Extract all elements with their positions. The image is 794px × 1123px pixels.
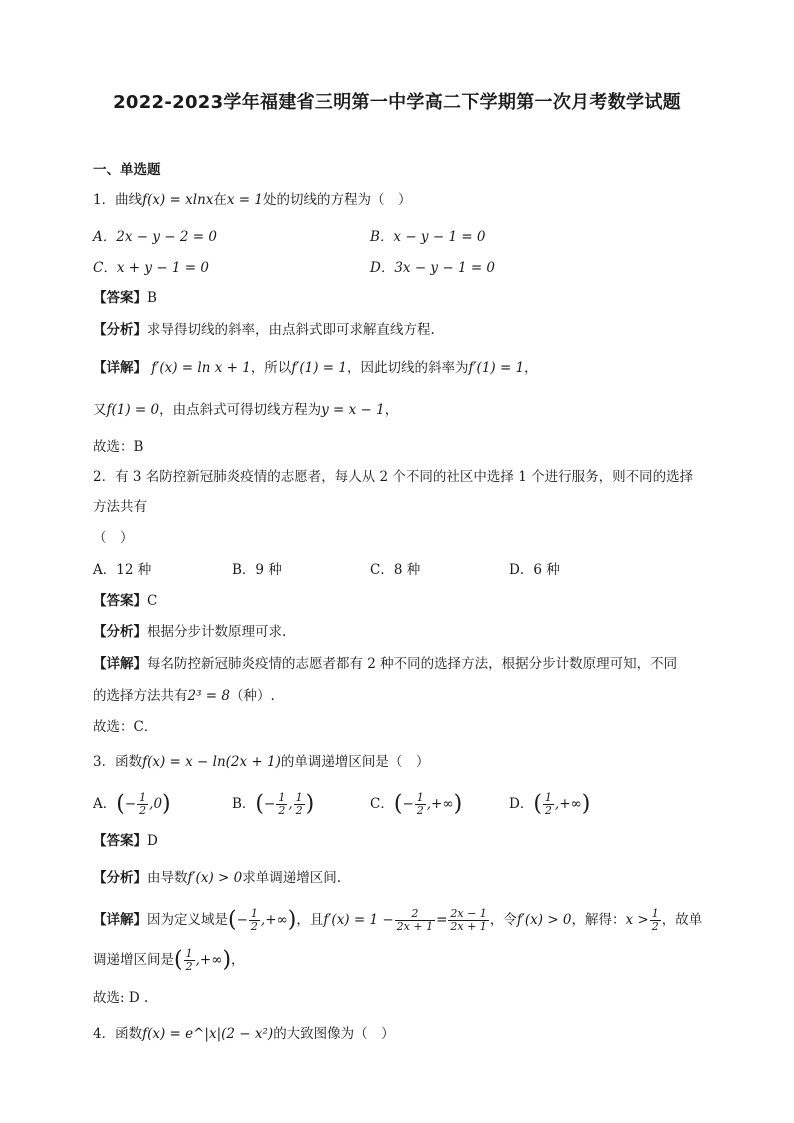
- question-4-stem: [93, 1024, 395, 1044]
- q3-dom-num: 1: [250, 907, 258, 920]
- q3-function: f(x) = x − ln(2x + 1): [142, 754, 281, 770]
- q1-derivative: f′(x) = ln x + 1: [151, 360, 251, 376]
- q3-a-tail: ,0: [149, 796, 163, 812]
- q3-deriv-frac-2: [448, 908, 488, 933]
- q2-detail: [93, 654, 677, 674]
- q1-answer: [93, 288, 157, 308]
- q3-c-tail: ,+∞: [426, 796, 454, 812]
- q3-b-label: B．: [232, 796, 256, 812]
- q1-function: f(x) = xlnx: [142, 192, 214, 208]
- q3-derivative: f′(x) = 1 −: [323, 912, 394, 928]
- q3-detail: 【详解】因为定义域是(− $\frac{1}{2}$ ,+∞)，且f′(x) = 1 − $\frac{2}{2x + 1}$ = $\frac{2x - 1}{2x + 1}$ ，令f′(x) > 0，解得：x > $\frac{1}{2}$ ，故单: [93, 907, 703, 933]
- q3-b-frac: [276, 792, 287, 817]
- answer-tag: 【答案】: [93, 290, 147, 306]
- q3-detail2-num: 1: [185, 947, 193, 960]
- q1-detail: [93, 358, 538, 378]
- q3-option-d: D．( $\frac{1}{2}$ ,+∞): [509, 791, 591, 817]
- q1-conclusion: 故选：B: [93, 439, 144, 455]
- q3-eq: =: [436, 912, 448, 928]
- q2-detail2-post: （种）.: [229, 688, 275, 704]
- q1-detail-text-2: ，因此切线的斜率为: [346, 360, 469, 376]
- q3-x-den: 2: [651, 920, 659, 933]
- q4-function: f(x) = e^|x|(2 − x²): [142, 1026, 274, 1042]
- question-2-stem: 2．有 3 名防控新冠肺炎疫情的志愿者，每人从 2 个不同的社区中选择 1 个进行服务，则不同的选择: [93, 469, 694, 485]
- q3-answer-value: D: [147, 833, 158, 849]
- q1-analysis: [93, 320, 435, 340]
- detail-tag: 【详解】: [93, 912, 147, 928]
- q3-c-neg: −: [402, 796, 414, 812]
- q2-option-c: C．8 种: [370, 562, 421, 578]
- q3-a-label: A．: [93, 796, 117, 812]
- q1-detail-text: ，所以: [250, 360, 292, 376]
- q1-analysis-text: 求导得切线的斜率，由点斜式即可求解直线方程.: [147, 322, 435, 338]
- q3-detail-mid1: ，且: [296, 912, 324, 928]
- q2-option-b: B．9 种: [232, 562, 282, 578]
- q1-tangent-eq: y = x − 1: [321, 402, 385, 418]
- q2-count-expr: 2³ = 8: [187, 688, 230, 704]
- q3-detail-mid2: ，令: [489, 912, 517, 928]
- q2-analysis: [93, 622, 286, 642]
- q3-detail2-tail: ,+∞: [195, 952, 223, 968]
- q3-b-den: 2: [278, 804, 286, 817]
- q2-option-d: D．6 种: [509, 562, 560, 578]
- q1-detail2-mid: ，由点斜式可得切线方程为: [159, 402, 322, 418]
- question-2-stem-2: 方法共有: [93, 499, 147, 515]
- q1-detail-line2: [93, 400, 398, 420]
- section-heading: 一、单选题: [93, 162, 161, 178]
- q3-c-num: 1: [416, 791, 424, 804]
- q3-d-tail: ,+∞: [554, 796, 582, 812]
- q3-d-label: D．: [509, 796, 534, 812]
- q1-option-d: D．3x − y − 1 = 0: [370, 260, 496, 276]
- detail-tag: 【详解】: [93, 360, 147, 376]
- q1-stem-mid: 在: [213, 192, 227, 208]
- q1-option-c: C．x + y − 1 = 0: [93, 260, 209, 276]
- q1-option-a: A．2x − y − 2 = 0: [93, 229, 217, 245]
- answer-tag: 【答案】: [93, 593, 147, 609]
- q3-dom-tail: ,+∞: [260, 912, 288, 928]
- q3-d-num: 1: [544, 791, 552, 804]
- q3-detail-end: ，故单: [661, 912, 703, 928]
- q1-slope: f′(1) = 1: [468, 360, 525, 376]
- q1-stem-post: 处的切线的方程为（ ）: [262, 192, 412, 208]
- q3-a-den: 2: [139, 804, 147, 817]
- q3-detail2-post: ，: [231, 952, 245, 968]
- q3-f1-num: 2: [395, 908, 435, 921]
- q2-analysis-text: 根据分步计数原理可求.: [147, 624, 287, 640]
- analysis-tag: 【分析】: [93, 624, 147, 640]
- q3-f2-den: 2x + 1: [450, 920, 487, 933]
- q4-stem-post: 的大致图像为（ ）: [273, 1026, 395, 1042]
- q3-f2-num: 2x − 1: [450, 907, 487, 920]
- q3-b-num: 1: [278, 791, 286, 804]
- q3-analysis: [93, 868, 341, 888]
- detail-tag: 【详解】: [93, 656, 147, 672]
- q3-option-b: B．(− $\frac{1}{2}$ , $\frac{1}{2}$ ): [232, 791, 315, 817]
- q3-b-frac-2: [294, 792, 305, 817]
- q3-stem-post: 的单调递增区间是（ ）: [280, 754, 430, 770]
- q3-f1-den: 2x + 1: [396, 920, 434, 933]
- q3-detail-mid3: ，解得：: [571, 912, 626, 928]
- q2-option-a: A．12 种: [93, 562, 152, 578]
- q2-detail-line2: [93, 686, 275, 706]
- q3-b-den2: 2: [295, 804, 303, 817]
- question-1-stem: [93, 190, 411, 210]
- answer-tag: 【答案】: [93, 833, 147, 849]
- q3-b-mid: ,: [288, 796, 293, 812]
- q1-point: x = 1: [226, 192, 263, 208]
- q3-dom-den: 2: [250, 920, 258, 933]
- q3-detail-pre: 因为定义域是: [147, 912, 228, 928]
- q3-answer: [93, 831, 158, 851]
- q3-x-num: 1: [651, 907, 659, 920]
- q3-a-num: 1: [139, 791, 147, 804]
- q1-detail2-post: ，: [384, 402, 399, 418]
- analysis-tag: 【分析】: [93, 870, 147, 886]
- analysis-tag: 【分析】: [93, 322, 147, 338]
- q3-a-frac: [137, 792, 148, 817]
- q3-ineq: f′(x) > 0: [516, 912, 572, 928]
- q1-detail2-pre: 又: [93, 402, 107, 418]
- q3-detail2-frac: [184, 948, 195, 973]
- q3-c-label: C．: [370, 796, 394, 812]
- q3-x-gt: x >: [625, 912, 649, 928]
- page-title: 2022-2023学年福建省三明第一中学高二下学期第一次月考数学试题: [113, 92, 681, 113]
- q1-option-b: B．x − y − 1 = 0: [370, 229, 486, 245]
- q3-deriv-frac-1: [395, 908, 435, 933]
- q3-conclusion: 故选: D .: [93, 990, 149, 1006]
- q1-stem-pre: 1．曲线: [93, 192, 143, 208]
- q3-b-neg: −: [264, 796, 276, 812]
- q4-stem-pre: 4．函数: [93, 1026, 143, 1042]
- q2-answer: [93, 591, 157, 611]
- q3-dom-neg: −: [236, 912, 248, 928]
- q1-detail-text-3: ，: [524, 360, 538, 376]
- q3-analysis-math: f′(x) > 0: [187, 870, 243, 886]
- q3-d-frac: [543, 792, 554, 817]
- q3-option-c: C．(− $\frac{1}{2}$ ,+∞): [370, 791, 463, 817]
- q2-detail-text: 每名防控新冠肺炎疫情的志愿者都有 2 种不同的选择方法，根据分步计数原理可知，不同: [147, 656, 678, 672]
- q1-derivative-value: f′(1) = 1: [291, 360, 347, 376]
- q3-d-den: 2: [544, 804, 552, 817]
- q3-detail2-pre: 调递增区间是: [93, 952, 174, 968]
- q2-answer-value: C: [147, 593, 158, 609]
- q3-stem-pre: 3．函数: [93, 754, 143, 770]
- q3-detail2-den: 2: [185, 960, 193, 973]
- q3-dom-frac: [249, 908, 260, 933]
- q3-option-a: A．(− $\frac{1}{2}$ ,0): [93, 791, 171, 817]
- q2-conclusion: 故选：C．: [93, 719, 158, 735]
- q3-detail-line2: 调递增区间是( $\frac{1}{2}$ ,+∞)，: [93, 947, 245, 973]
- q3-b-num2: 1: [295, 791, 303, 804]
- question-2-stem-3: （ ）: [93, 530, 134, 546]
- q3-c-frac: [415, 792, 426, 817]
- q3-a-neg: −: [124, 796, 137, 812]
- q3-analysis-post: 求单调递增区间.: [242, 870, 341, 886]
- q2-detail2-pre: 的选择方法共有: [93, 688, 188, 704]
- q3-analysis-pre: 由导数: [147, 870, 188, 886]
- question-3-stem: [93, 752, 429, 772]
- q1-f1: f(1) = 0: [106, 402, 160, 418]
- q1-answer-value: B: [147, 290, 157, 306]
- q3-x-frac: [650, 908, 661, 933]
- q3-c-den: 2: [416, 804, 424, 817]
